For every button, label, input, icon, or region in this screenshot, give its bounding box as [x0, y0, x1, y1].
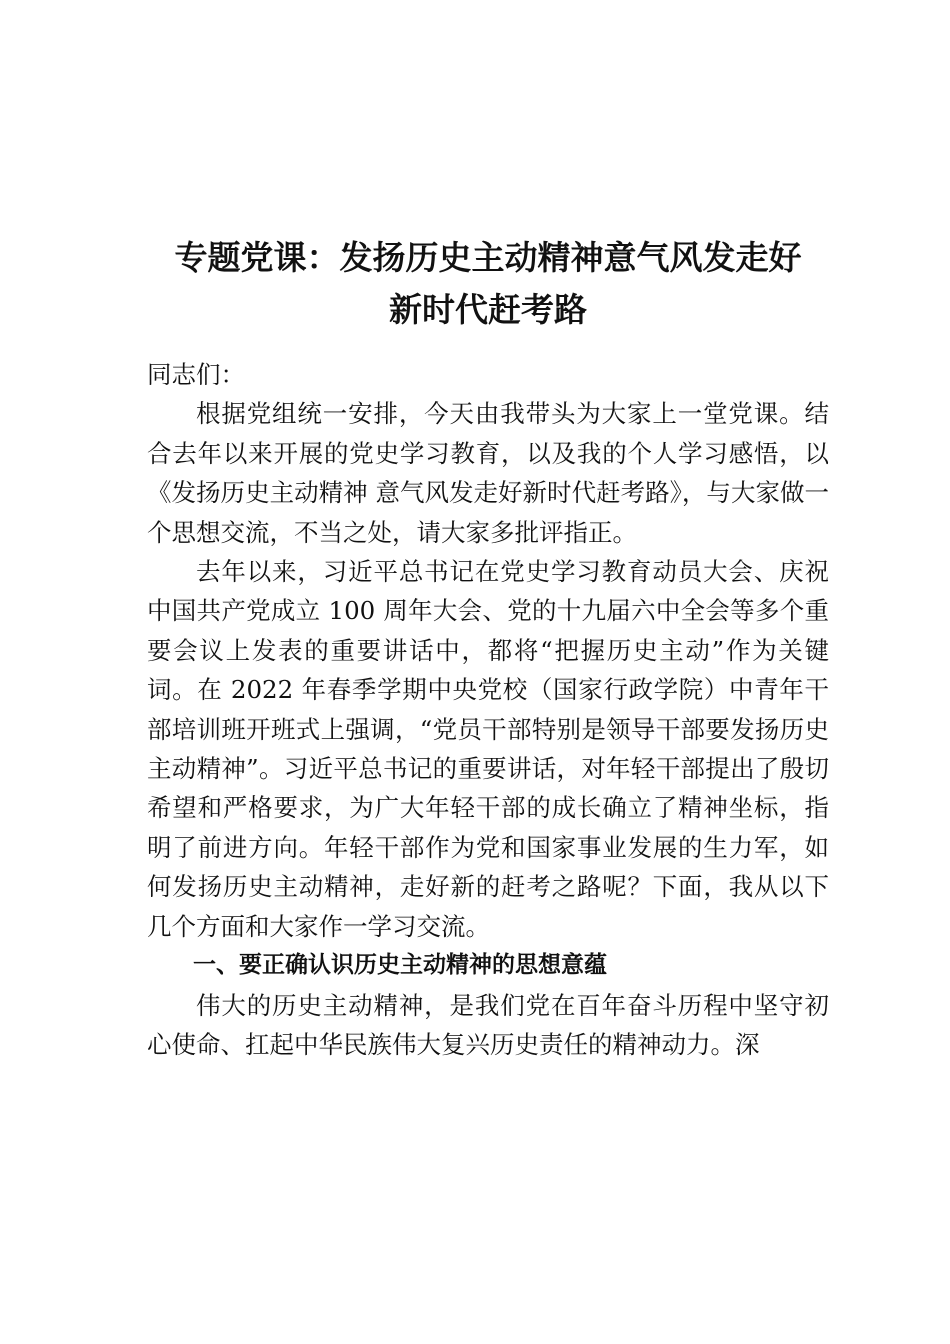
title-line-1: 专题党课：发扬历史主动精神意气风发走好 [174, 238, 802, 277]
paragraph-background: 去年以来，习近平总书记在党史学习教育动员大会、庆祝中国共产党成立 100 周年大会、党的十九届六中全会等多个重要会议上发表的重要讲话中，都将“把握历史主动”作为关键词。在 2022 年春季学期中央党校（国家行政学院）中青年干部培训班开班式上强调，“党员干部特别是领导干部要发扬历史主动精神”。习近平总书记的重要讲话，对年轻干部提出了殷切希望和严格要求，为广大年轻干部的成长确立了精神坐标，指明了前进方向。年轻干部作为党和国家事业发展的生力军，如何发扬历史主动精神，走好新的赶考之路呢？下面，我从以下几个方面和大家作一学习交流。 [147, 557, 829, 941]
document-page [147, 232, 829, 1064]
paragraph-intro: 根据党组统一安排，今天由我带头为大家上一堂党课。结合去年以来开展的党史学习教育，以及我的个人学习感悟，以《发扬历史主动精神 意气风发走好新时代赶考路》，与大家做一个思想交流，不当之处，请大家多批评指正。 [147, 399, 829, 547]
title-line-2: 新时代赶考路 [389, 290, 587, 329]
section-heading: 一、要正确认识历史主动精神的思想意蕴 [193, 952, 607, 979]
document-title [147, 232, 829, 336]
salutation: 同志们： [147, 360, 245, 389]
section-paragraph: 伟大的历史主动精神，是我们党在百年奋斗历程中坚守初心使命、扛起中华民族伟大复兴历史责任的精神动力。深 [147, 990, 829, 1059]
